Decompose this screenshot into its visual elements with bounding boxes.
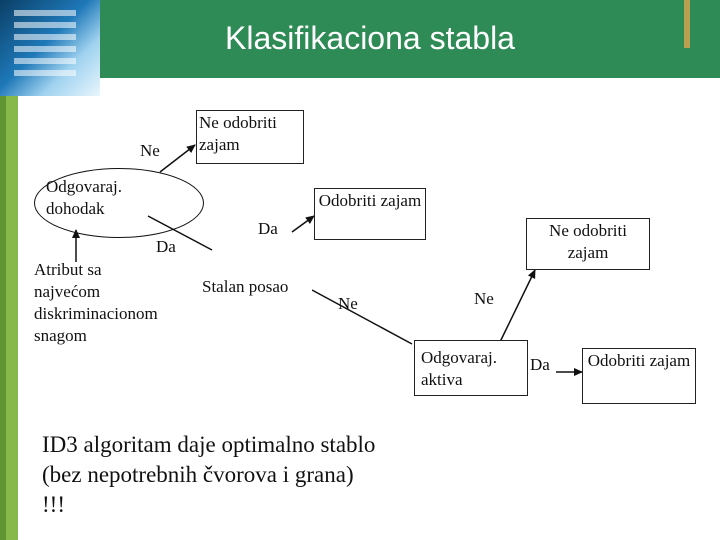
node-reject-top: Ne odobriti zajam xyxy=(196,110,304,164)
node-approve-mid: Odobriti zajam xyxy=(314,188,426,240)
edge-label-job-yes: Da xyxy=(258,219,278,238)
node-income-check: Odgovaraj. dohodak xyxy=(46,177,123,218)
node-approve-bottom: Odobriti zajam xyxy=(582,348,696,404)
slide-title: Klasifikaciona stabla xyxy=(225,20,515,56)
node-reject-right: Ne odobriti zajam xyxy=(526,218,650,270)
edge-label-job-no: Ne xyxy=(338,294,358,313)
node-discrimination: Atribut sa najvećom diskriminacionom snagom xyxy=(34,260,158,345)
node-stable-job: Stalan posao xyxy=(200,262,312,304)
edge-label-assets-yes: Da xyxy=(530,355,550,374)
node-assets-check: Odgovaraj. aktiva xyxy=(414,340,528,396)
note-text: ID3 algoritam daje optimalno stablo (bez nepotrebnih čvorova i grana) !!! xyxy=(42,432,376,517)
edge-line-job-no xyxy=(312,290,412,344)
edge-label-income-no: Ne xyxy=(140,141,160,160)
edge-line-job-yes xyxy=(292,216,314,232)
edge-line-assets-no xyxy=(500,270,535,342)
edge-label-assets-no: Ne xyxy=(474,289,494,308)
edge-label-income-yes: Da xyxy=(156,237,176,256)
edge-line-income-no xyxy=(160,145,195,172)
